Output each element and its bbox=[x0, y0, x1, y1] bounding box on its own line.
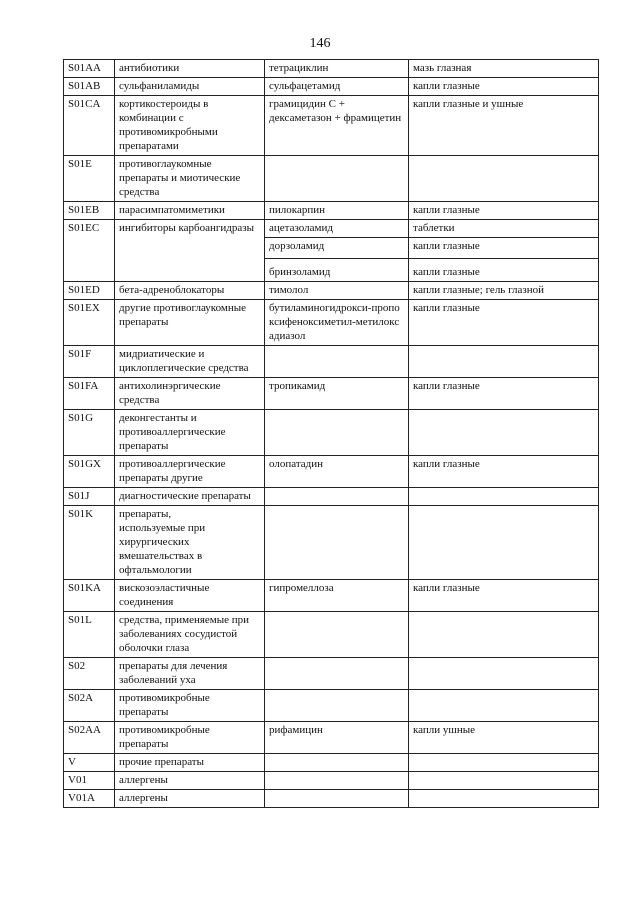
group-name: антихолинэргические средства bbox=[115, 378, 265, 410]
dosage-form: капли ушные bbox=[409, 722, 599, 754]
dosage-form: таблетки bbox=[409, 220, 599, 238]
group-name: противоглаукомные препараты и миотические средства bbox=[115, 156, 265, 202]
group-name: вискозоэластичные соединения bbox=[115, 580, 265, 612]
substance-name bbox=[265, 346, 409, 378]
substance-name: грамицидин С + дексаметазон + фрамицетин bbox=[265, 96, 409, 156]
dosage-form: капли глазные bbox=[409, 78, 599, 96]
dosage-form: капли глазные bbox=[409, 456, 599, 488]
group-name: прочие препараты bbox=[115, 754, 265, 772]
substance-name bbox=[265, 754, 409, 772]
atc-code: S01E bbox=[64, 156, 115, 202]
dosage-form: капли глазные bbox=[409, 378, 599, 410]
atc-code: S01F bbox=[64, 346, 115, 378]
drug-table bbox=[63, 59, 599, 808]
table-row bbox=[64, 658, 599, 690]
dosage-form bbox=[409, 690, 599, 722]
group-name: другие противоглаукомные препараты bbox=[115, 300, 265, 346]
substance-name: ацетазоламид bbox=[265, 220, 409, 238]
page-number: 146 bbox=[309, 36, 331, 51]
substance-name: тропикамид bbox=[265, 378, 409, 410]
table-body bbox=[64, 60, 599, 808]
atc-code: S01KA bbox=[64, 580, 115, 612]
table-row bbox=[64, 378, 599, 410]
atc-code: S01AA bbox=[64, 60, 115, 78]
dosage-form bbox=[409, 156, 599, 202]
substance-name: бринзоламид bbox=[265, 259, 409, 282]
atc-code: S01ED bbox=[64, 282, 115, 300]
substance-name: олопатадин bbox=[265, 456, 409, 488]
atc-code: V bbox=[64, 754, 115, 772]
table-row bbox=[64, 300, 599, 346]
dosage-form: капли глазные и ушные bbox=[409, 96, 599, 156]
group-name: диагностические препараты bbox=[115, 488, 265, 506]
substance-name: тимолол bbox=[265, 282, 409, 300]
table-row bbox=[64, 410, 599, 456]
dosage-form: капли глазные bbox=[409, 202, 599, 220]
group-name: противомикробные препараты bbox=[115, 690, 265, 722]
group-name: мидриатические и циклоплегические средства bbox=[115, 346, 265, 378]
group-name: аллергены bbox=[115, 772, 265, 790]
dosage-form bbox=[409, 658, 599, 690]
dosage-form: капли глазные bbox=[409, 259, 599, 282]
substance-name bbox=[265, 658, 409, 690]
table-row bbox=[64, 220, 599, 238]
group-name: деконгестанты и противоаллергические препараты bbox=[115, 410, 265, 456]
substance-name bbox=[265, 488, 409, 506]
substance-name: пилокарпин bbox=[265, 202, 409, 220]
substance-name bbox=[265, 612, 409, 658]
table-row bbox=[64, 580, 599, 612]
dosage-form bbox=[409, 772, 599, 790]
atc-code: S01EC bbox=[64, 220, 115, 282]
dosage-form: капли глазные bbox=[409, 300, 599, 346]
dosage-form: мазь глазная bbox=[409, 60, 599, 78]
dosage-form bbox=[409, 488, 599, 506]
atc-code: V01 bbox=[64, 772, 115, 790]
table-row bbox=[64, 488, 599, 506]
table-row bbox=[64, 690, 599, 722]
atc-code: V01A bbox=[64, 790, 115, 808]
group-name: антибиотики bbox=[115, 60, 265, 78]
group-name: кортикостероиды в комбинации с противомикробными препаратами bbox=[115, 96, 265, 156]
group-name: противомикробные препараты bbox=[115, 722, 265, 754]
atc-code: S01EB bbox=[64, 202, 115, 220]
group-name: ингибиторы карбоангидразы bbox=[115, 220, 265, 282]
substance-name: дорзоламид bbox=[265, 238, 409, 259]
dosage-form bbox=[409, 790, 599, 808]
table-row bbox=[64, 282, 599, 300]
atc-code: S01AB bbox=[64, 78, 115, 96]
substance-name: рифамицин bbox=[265, 722, 409, 754]
dosage-form: капли глазные bbox=[409, 238, 599, 259]
substance-name bbox=[265, 506, 409, 580]
substance-name bbox=[265, 790, 409, 808]
dosage-form bbox=[409, 612, 599, 658]
atc-code: S01J bbox=[64, 488, 115, 506]
dosage-form bbox=[409, 506, 599, 580]
atc-code: S01K bbox=[64, 506, 115, 580]
table-row bbox=[64, 754, 599, 772]
substance-name: тетрациклин bbox=[265, 60, 409, 78]
dosage-form: капли глазные; гель глазной bbox=[409, 282, 599, 300]
group-name: аллергены bbox=[115, 790, 265, 808]
atc-code: S02A bbox=[64, 690, 115, 722]
substance-name: гипромеллоза bbox=[265, 580, 409, 612]
table-row bbox=[64, 772, 599, 790]
substance-name bbox=[265, 156, 409, 202]
table-row bbox=[64, 722, 599, 754]
dosage-form: капли глазные bbox=[409, 580, 599, 612]
atc-code: S02AA bbox=[64, 722, 115, 754]
atc-code: S01CA bbox=[64, 96, 115, 156]
table-row bbox=[64, 60, 599, 78]
atc-code: S01L bbox=[64, 612, 115, 658]
group-name: препараты, используемые при хирургических вмешательствах в офтальмологии bbox=[115, 506, 265, 580]
group-name: парасимпатомиметики bbox=[115, 202, 265, 220]
group-name: бета-адреноблокаторы bbox=[115, 282, 265, 300]
table-row bbox=[64, 96, 599, 156]
substance-name: сульфацетамид bbox=[265, 78, 409, 96]
atc-code: S01FA bbox=[64, 378, 115, 410]
dosage-form bbox=[409, 346, 599, 378]
table-row bbox=[64, 612, 599, 658]
dosage-form bbox=[409, 410, 599, 456]
group-name: препараты для лечения заболеваний уха bbox=[115, 658, 265, 690]
dosage-form bbox=[409, 754, 599, 772]
table-row bbox=[64, 78, 599, 96]
group-name: сульфаниламиды bbox=[115, 78, 265, 96]
table-row bbox=[64, 506, 599, 580]
substance-name: бутиламиногидрокси-пропоксифеноксиметил-метилоксадиазол bbox=[265, 300, 409, 346]
table-row bbox=[64, 456, 599, 488]
atc-code: S01G bbox=[64, 410, 115, 456]
atc-code: S02 bbox=[64, 658, 115, 690]
table-row bbox=[64, 346, 599, 378]
substance-name bbox=[265, 410, 409, 456]
atc-code: S01EX bbox=[64, 300, 115, 346]
substance-name bbox=[265, 772, 409, 790]
atc-code: S01GX bbox=[64, 456, 115, 488]
group-name: противоаллергические препараты другие bbox=[115, 456, 265, 488]
table-row bbox=[64, 156, 599, 202]
table-row bbox=[64, 790, 599, 808]
substance-name bbox=[265, 690, 409, 722]
table-row bbox=[64, 202, 599, 220]
group-name: средства, применяемые при заболеваниях сосудистой оболочки глаза bbox=[115, 612, 265, 658]
